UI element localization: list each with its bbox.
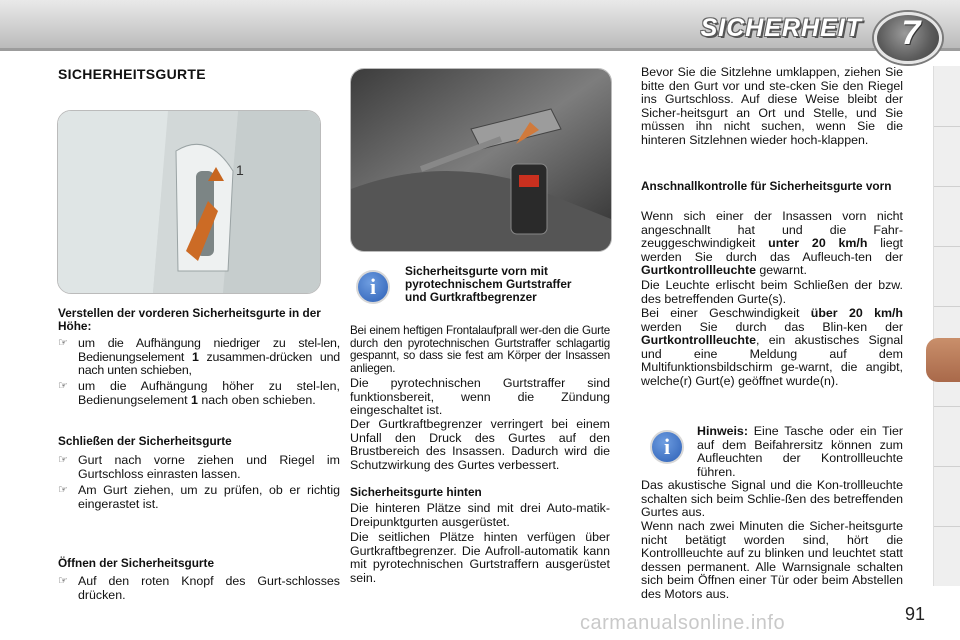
page-number: 91: [905, 604, 926, 624]
adjust-heading: Verstellen der vorderen Sicherheitsgurte in der Höhe:: [58, 306, 321, 333]
rear-side-belts-paragraph: Die seitlichen Plätze hinten verfügen über Gurtkraftbegrenzer. Die Aufroll-automatik kann mit pyrotechnischen Gurtstraffern ausgerüstet sein.: [350, 530, 610, 585]
tab-divider: [934, 526, 960, 527]
pyro-info-heading: Sicherheitsgurte vorn mit pyrotechnischem Gurtstraffer und Gurtkraftbegrenzer: [405, 264, 572, 304]
pointing-hand-icon: ☞: [58, 484, 68, 496]
watermark: carmanualsonline.info: [580, 612, 786, 634]
seatbelt-height-adjust-photo: [57, 110, 321, 294]
close-bullet-2: ☞ Am Gurt ziehen, um zu prüfen, ob er richtig eingerastet ist.: [58, 483, 340, 511]
info-icon: i: [650, 430, 684, 464]
force-limiter-paragraph: Der Gurtkraftbegrenzer verringert bei einem Unfall den Druck des Gurtes auf den Brustbereich des Insassen. Dadurch wird die Schutzwirkung des Gurtes verbessert.: [350, 417, 610, 472]
open-heading: Öffnen der Sicherheitsgurte: [58, 556, 215, 570]
chapter-title: SICHERHEIT: [700, 14, 862, 42]
svg-text:1: 1: [236, 162, 244, 178]
adjust-bullet-2: ☞ um die Aufhängung höher zu stel-len, Bedienungselement 1 nach oben schieben.: [58, 379, 340, 407]
header-rule: [0, 48, 960, 51]
note-paragraph: Hinweis: Eine Tasche oder ein Tier auf dem Beifahrersitz können zum Aufleuchten der Kontrollleuchte führen.: [697, 424, 903, 479]
adjust-bullet-1: ☞ um die Aufhängung niedriger zu stel-len, Bedienungselement 1 zusammen-drücken und nach unten schieben,: [58, 336, 341, 378]
chapter-tab-strip[interactable]: [933, 66, 960, 586]
tab-divider: [934, 186, 960, 187]
open-bullet-1: ☞ Auf den roten Knopf des Gurt-schlosses drücken.: [58, 574, 340, 602]
tab-divider: [934, 246, 960, 247]
fold-seatback-paragraph: Bevor Sie die Sitzlehne umklappen, ziehen Sie bitte den Gurt vor und ste-cken Sie den Riegel ins Gurtschloss. Auf diese Weise bleibt der Sicher-heitsgurt an Ort und Stelle, und Sie müssen ihn nicht suchen, wenn Sie die hinteren Sitzlehnen wieder hoch-klappen.: [641, 65, 903, 147]
pointing-hand-icon: ☞: [58, 380, 68, 392]
chapter-number: 7: [901, 14, 921, 52]
pointing-hand-icon: ☞: [58, 575, 68, 587]
belt-warning-paragraph: Wenn sich einer der Insassen vorn nicht angeschnallt hat und die Fahr-zeuggeschwindigkeit unter 20 km/h liegt werden Sie durch das Aufleuch-ten der Gurtkontrollleuchte gewarnt.: [641, 209, 903, 278]
close-heading: Schließen der Sicherheitsgurte: [58, 434, 232, 448]
speed-warning-paragraph: Bei einer Geschwindigkeit über 20 km/h werden Sie durch das Blin-ken der Gurtkontrollleuchte, ein akustisches Signal und eine Meldung auf dem Multifunktionsbildschirm ge-warnt, die angibt, welche(r) Gurt(e) geöffnet wurde(n).: [641, 306, 904, 388]
pointing-hand-icon: ☞: [58, 337, 68, 349]
pointing-hand-icon: ☞: [58, 454, 68, 466]
rear-belts-paragraph: Die hinteren Plätze sind mit drei Auto-matik-Dreipunktgurten ausgerüstet.: [350, 501, 610, 529]
pyro-info-paragraph: Bei einem heftigen Frontalaufprall wer-den die Gurte durch den pyrotechnischen Gurtstraffer schlagartig gespannt, so dass sie fest am Körper der Insassen anliegen.: [350, 324, 610, 375]
tab-divider: [934, 406, 960, 407]
two-minutes-paragraph: Wenn nach zwei Minuten die Sicher-heitsgurte nicht betätigt worden sind, hört die Kontrollleuchte auf zu blinken und leuchtet statt dessen permanent. Alle Warnsignale schalten sich beim Öffnen einer Tür oder beim Abstellen des Motors aus.: [641, 519, 903, 601]
tab-divider: [934, 466, 960, 467]
seatbelt-buckle-photo: [350, 68, 612, 252]
belt-warning-heading: Anschnallkontrolle für Sicherheitsgurte vorn: [641, 179, 892, 193]
rear-belts-heading: Sicherheitsgurte hinten: [350, 485, 482, 499]
close-bullet-1: ☞ Gurt nach vorne ziehen und Riegel im Gurtschloss einrasten lassen.: [58, 453, 340, 481]
tab-divider: [934, 306, 960, 307]
chapter-tab-active[interactable]: [926, 338, 960, 382]
section-title: SICHERHEITSGURTE: [58, 66, 206, 82]
info-icon: i: [356, 270, 390, 304]
signal-off-paragraph: Das akustische Signal und die Kon-trollleuchte schalten sich beim Schlie-ßen des betreffenden Gurtes aus.: [641, 478, 903, 520]
pyro-ready-paragraph: Die pyrotechnischen Gurtstraffer sind funktionsbereit, wenn die Zündung eingeschaltet ist.: [350, 376, 610, 418]
tab-divider: [934, 126, 960, 127]
lamp-off-paragraph: Die Leuchte erlischt beim Schließen der bzw. des betreffenden Gurte(s).: [641, 278, 903, 306]
